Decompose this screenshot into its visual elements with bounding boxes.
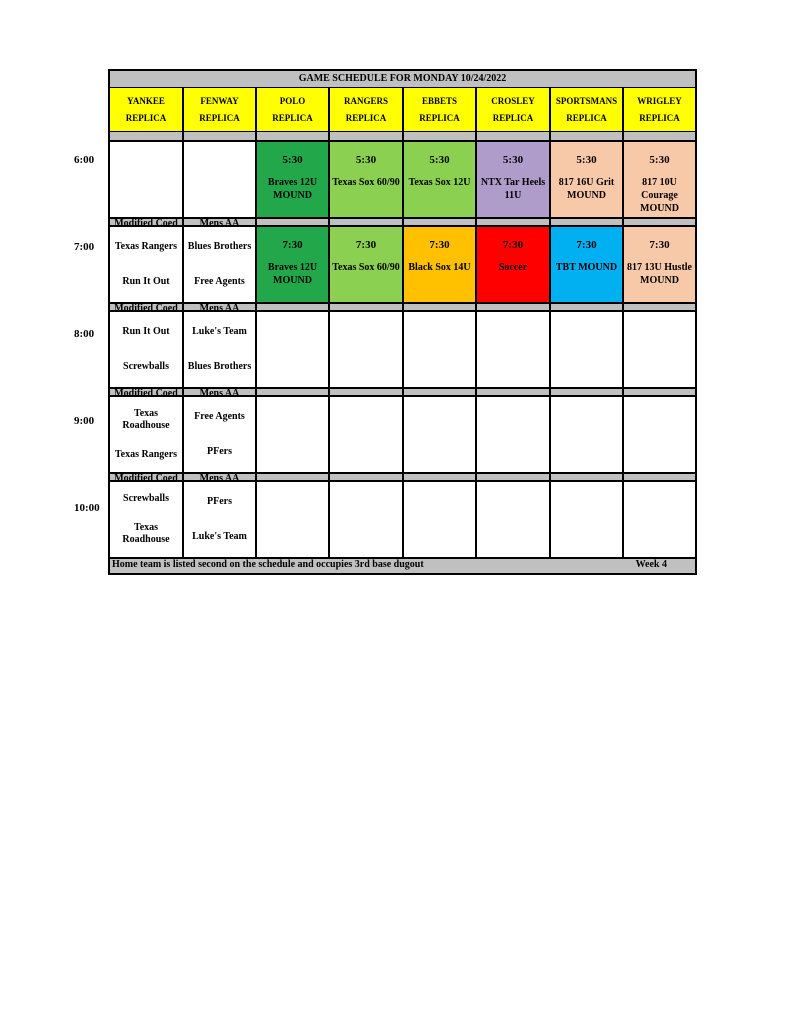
game-cell: 7:30 817 13U Hustle MOUND <box>624 227 695 302</box>
header-gap <box>110 132 695 142</box>
field-header-fenway: FENWAY REPLICA <box>184 88 257 131</box>
matchup-cell: Luke's Team Blues Brothers <box>184 312 257 387</box>
matchup-cell: Screwballs Texas Roadhouse <box>110 482 184 557</box>
matchup-cell: Blues Brothers Free Agents <box>184 227 257 302</box>
division-label: Mens AA <box>184 474 257 480</box>
field-header-wrigley: WRIGLEY REPLICA <box>624 88 695 131</box>
field-header-yankee: YANKEE REPLICA <box>110 88 184 131</box>
slot-600-row <box>110 142 695 217</box>
division-row <box>110 217 695 227</box>
footer-note: Home team is listed second on the schedule and occupies 3rd base dugout <box>112 559 424 570</box>
footer-week: Week 4 <box>635 559 667 570</box>
time-label-9: 9:00 <box>74 415 95 427</box>
game-cell: 5:30 817 16U Grit MOUND <box>551 142 624 217</box>
time-label-10: 10:00 <box>74 502 100 514</box>
field-header-ebbets: EBBETS REPLICA <box>404 88 477 131</box>
slot-900-row <box>110 397 695 472</box>
matchup-cell: Texas Roadhouse Texas Rangers <box>110 397 184 472</box>
empty-cell <box>184 142 257 217</box>
slot-800-row <box>110 312 695 387</box>
game-cell: 7:30 Texas Sox 60/90 <box>330 227 404 302</box>
game-cell: 5:30 817 10U Courage MOUND <box>624 142 695 217</box>
field-header-polo: POLO REPLICA <box>257 88 330 131</box>
game-cell: 7:30 Black Sox 14U <box>404 227 477 302</box>
empty-cell <box>110 142 184 217</box>
slot-700-row <box>110 227 695 302</box>
division-row <box>110 472 695 482</box>
matchup-cell: Free Agents PFers <box>184 397 257 472</box>
division-row <box>110 302 695 312</box>
game-cell: 5:30 Braves 12U MOUND <box>257 142 330 217</box>
division-label: Modified Coed <box>110 219 184 225</box>
field-header-crosley: CROSLEY REPLICA <box>477 88 551 131</box>
game-cell: 7:30 Braves 12U MOUND <box>257 227 330 302</box>
time-label-6: 6:00 <box>74 154 95 166</box>
matchup-cell: Run It Out Screwballs <box>110 312 184 387</box>
division-label: Modified Coed <box>110 389 184 395</box>
matchup-cell: PFers Luke's Team <box>184 482 257 557</box>
division-label: Mens AA <box>184 304 257 310</box>
division-label: Modified Coed <box>110 304 184 310</box>
game-cell: 7:30 Soccer <box>477 227 551 302</box>
game-cell: 5:30 Texas Sox 12U <box>404 142 477 217</box>
matchup-cell: Texas Rangers Run It Out <box>110 227 184 302</box>
slot-1000-row <box>110 482 695 557</box>
time-label-7: 7:00 <box>74 241 95 253</box>
field-header-rangers: RANGERS REPLICA <box>330 88 404 131</box>
field-header-sportsmans: SPORTSMANS REPLICA <box>551 88 624 131</box>
game-cell: 5:30 NTX Tar Heels 11U <box>477 142 551 217</box>
division-label: Mens AA <box>184 219 257 225</box>
game-cell: 7:30 TBT MOUND <box>551 227 624 302</box>
time-label-8: 8:00 <box>74 328 95 340</box>
game-cell: 5:30 Texas Sox 60/90 <box>330 142 404 217</box>
field-header-row <box>110 88 695 132</box>
schedule-table <box>108 69 697 575</box>
division-label: Mens AA <box>184 389 257 395</box>
schedule-footer <box>110 557 695 573</box>
division-row <box>110 387 695 397</box>
division-label: Modified Coed <box>110 474 184 480</box>
schedule-title: GAME SCHEDULE FOR MONDAY 10/24/2022 <box>110 71 695 88</box>
